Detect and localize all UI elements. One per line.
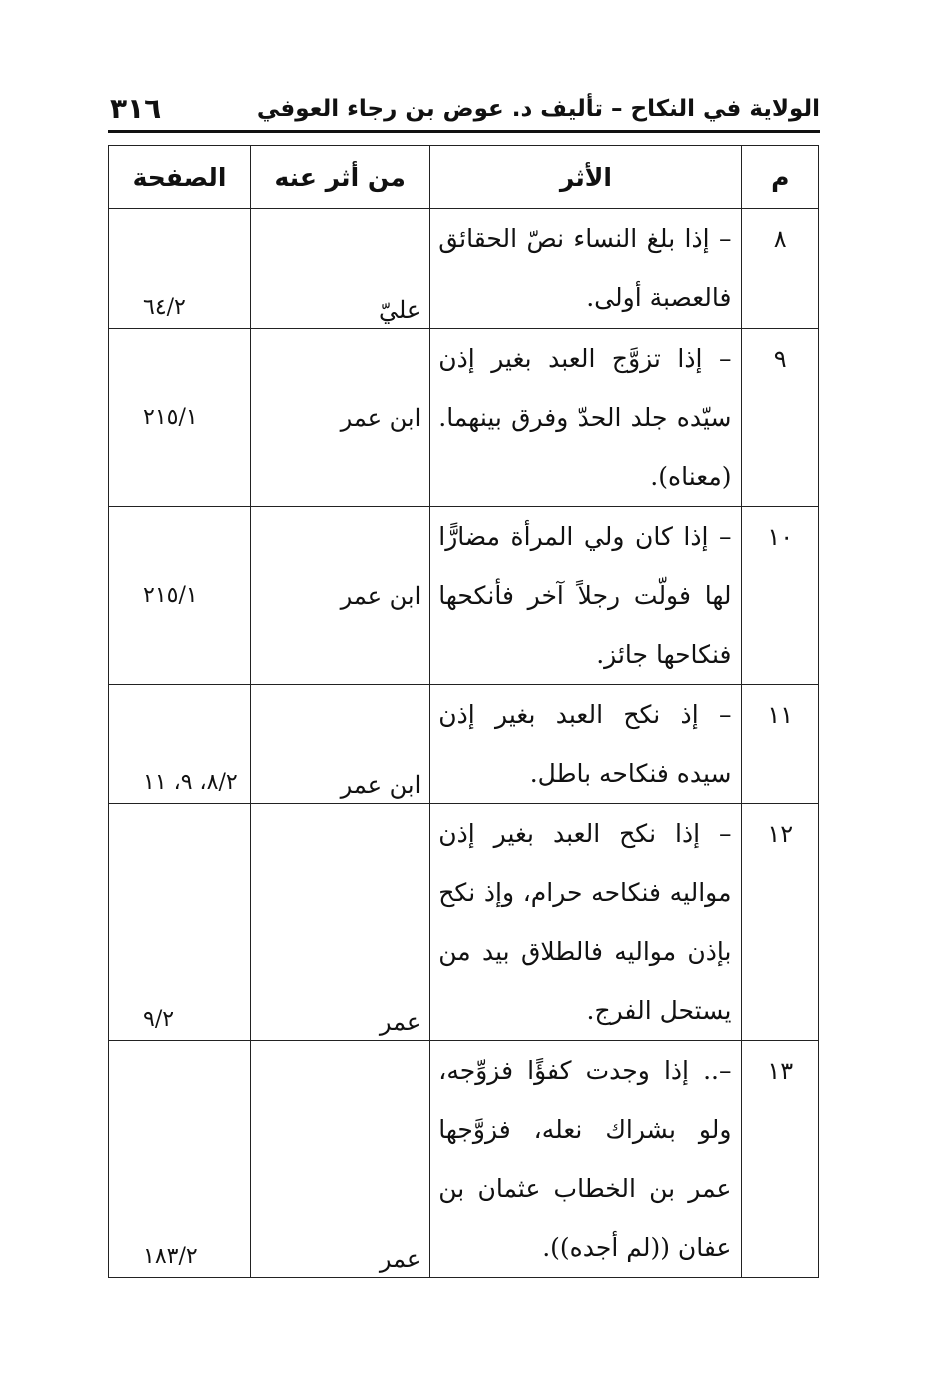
narrator: عليّ bbox=[251, 209, 430, 329]
column-header-athar: الأثر bbox=[430, 146, 742, 209]
row-number: ١٢ bbox=[742, 804, 819, 1041]
page-reference: ١٨٣/٢ bbox=[109, 1041, 251, 1278]
narrator: عمر bbox=[251, 804, 430, 1041]
column-header-num: م bbox=[742, 146, 819, 209]
page-reference: ٨/٢، ٩، ١١ bbox=[109, 685, 251, 804]
athar-table bbox=[108, 145, 819, 1278]
table-header-row bbox=[109, 146, 819, 209]
column-header-source: من أثر عنه bbox=[251, 146, 430, 209]
table-row bbox=[109, 804, 819, 1041]
athar-text: – إذا تزوَّج العبد بغير إذن سيّده جلد الحدّ وفرق بينهما. (معناه). bbox=[430, 329, 742, 507]
row-number: ١٣ bbox=[742, 1041, 819, 1278]
row-number: ٨ bbox=[742, 209, 819, 329]
athar-text: – إذا نكح العبد بغير إذن مواليه فنكاحه حرام، وإذ نكح بإذن مواليه فالطلاق بيد من يستحل الفرج. bbox=[430, 804, 742, 1041]
row-number: ١٠ bbox=[742, 507, 819, 685]
table-row bbox=[109, 685, 819, 804]
narrator: ابن عمر bbox=[251, 507, 430, 685]
header-rule bbox=[108, 130, 820, 133]
page-reference: ٦٤/٢ bbox=[109, 209, 251, 329]
row-number: ٩ bbox=[742, 329, 819, 507]
table-row bbox=[109, 507, 819, 685]
table-row bbox=[109, 329, 819, 507]
athar-text: – إذ نكح العبد بغير إذن سيده فنكاحه باطل. bbox=[430, 685, 742, 804]
page-reference: ٢١٥/١ bbox=[109, 329, 251, 507]
table-row bbox=[109, 1041, 819, 1278]
page-reference: ٩/٢ bbox=[109, 804, 251, 1041]
athar-text: – إذا بلغ النساء نصّ الحقائق فالعصبة أولى. bbox=[430, 209, 742, 329]
column-header-page: الصفحة bbox=[109, 146, 251, 209]
narrator: ابن عمر bbox=[251, 329, 430, 507]
page-number: ٣١٦ bbox=[110, 92, 162, 125]
athar-text: –.. إذا وجدت كفؤًا فزوِّجه، ولو بشراك نعله، فزوَّجها عمر بن الخطاب عثمان بن عفان ((لم أجده)). bbox=[430, 1041, 742, 1278]
table-row bbox=[109, 209, 819, 329]
narrator: عمر bbox=[251, 1041, 430, 1278]
athar-text: – إذا كان ولي المرأة مضارًّا لها فولّت رجلاً آخر فأنكحها فنكاحها جائز. bbox=[430, 507, 742, 685]
narrator: ابن عمر bbox=[251, 685, 430, 804]
row-number: ١١ bbox=[742, 685, 819, 804]
running-title: الولاية في النكاح – تأليف د. عوض بن رجاء العوفي bbox=[256, 96, 820, 122]
page-reference: ٢١٥/١ bbox=[109, 507, 251, 685]
page-header bbox=[108, 92, 820, 130]
